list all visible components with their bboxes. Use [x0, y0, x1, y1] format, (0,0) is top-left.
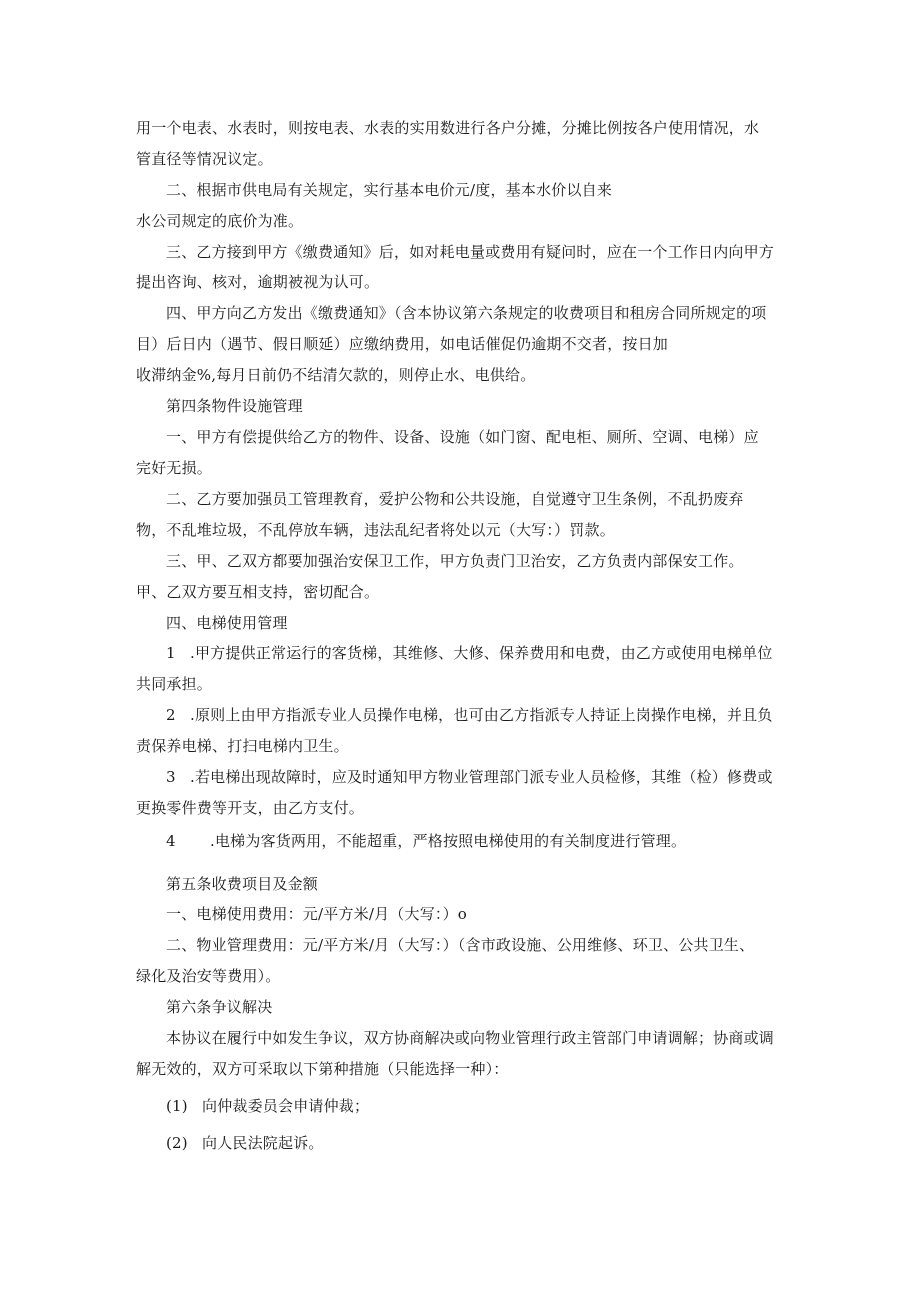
option-marker: (2)	[166, 1134, 188, 1152]
item-text: .原则上由甲方指派专业人员操作电梯，也可由乙方指派专人持证上岗操作电梯，并且负	[190, 706, 773, 724]
paragraph-line: 绿化及治安等费用）。	[136, 967, 281, 985]
paragraph-line: 二、乙方要加强员工管理教育，爱护公物和公共设施，自觉遵守卫生条例，不乱扔废弃	[166, 490, 744, 508]
paragraph-line: 一、电梯使用费用：元/平方米/月（大写：）o	[166, 905, 468, 923]
item-number: 2	[166, 706, 176, 724]
item-number: 3	[166, 768, 176, 786]
option-marker: (1)	[166, 1097, 188, 1115]
numbered-item-4	[166, 831, 686, 851]
paragraph-line: 责保养电梯、打扫电梯内卫生。	[136, 737, 349, 755]
paragraph-line: 三、甲、乙双方都要加强治安保卫工作，甲方负责门卫治安，乙方负责内部保安工作。	[166, 552, 744, 570]
paragraph-line: 一、甲方有偿提供给乙方的物件、设备、设施（如门窗、配电柜、厕所、空调、电梯）应	[166, 428, 759, 446]
paragraph-line: 水公司规定的底价为准。	[136, 212, 304, 230]
paragraph-line: 提出咨询、核对，逾期被视为认可。	[136, 273, 380, 291]
subsection-heading: 四、电梯使用管理	[166, 614, 288, 632]
paragraph-line: 解无效的，双方可采取以下第种措施（只能选择一种）：	[136, 1060, 509, 1078]
paragraph-line: 本协议在履行中如发生争议，双方协商解决或向物业管理行政主管部门申请调解；协商或调	[166, 1029, 775, 1047]
paragraph-line: 甲、乙双方要互相支持，密切配合。	[136, 583, 380, 601]
option-text: 向人民法院起诉。	[202, 1134, 324, 1152]
item-text: .若电梯出现故障时，应及时通知甲方物业管理部门派专业人员检修，其维（检）修费或	[190, 768, 773, 786]
section-heading: 第六条争议解决	[166, 998, 273, 1016]
section-heading: 第五条收费项目及金额	[166, 875, 319, 893]
option-item-2	[166, 1133, 324, 1153]
option-text: 向仲裁委员会申请仲裁；	[202, 1097, 370, 1115]
paragraph-line: 完好无损。	[136, 459, 213, 477]
paragraph-line: 三、乙方接到甲方《缴费通知》后，如对耗电量或费用有疑问时，应在一个工作日内向甲方	[166, 243, 775, 261]
paragraph-line: 二、根据市供电局有关规定，实行基本电价元/度，基本水价以自来	[166, 181, 613, 199]
paragraph-line: 物，不乱堆垃圾，不乱停放车辆，违法乱纪者将处以元（大写：）罚款。	[136, 521, 615, 539]
numbered-item-2	[166, 705, 773, 725]
option-item-1	[166, 1096, 369, 1116]
paragraph-line: 更换零件费等开支，由乙方支付。	[136, 799, 365, 817]
numbered-item-1	[166, 643, 773, 663]
paragraph-line: 共同承担。	[136, 675, 213, 693]
paragraph-line: 用一个电表、水表时，则按电表、水表的实用数进行各户分摊，分摊比例按各户使用情况，水	[136, 119, 760, 137]
item-text: .电梯为客货两用，不能超重，严格按照电梯使用的有关制度进行管理。	[210, 832, 687, 850]
numbered-item-3	[166, 767, 773, 787]
paragraph-line: 管直径等情况议定。	[136, 150, 273, 168]
item-text: .甲方提供正常运行的客货梯，其维修、大修、保养费用和电费，由乙方或使用电梯单位	[190, 644, 773, 662]
paragraph-line: 四、甲方向乙方发出《缴费通知》（含本协议第六条规定的收费项目和租房合同所规定的项	[166, 304, 767, 322]
item-number: 4	[166, 832, 176, 850]
item-number: 1	[166, 644, 176, 662]
paragraph-line: 目）后日内（遇节、假日顺延）应缴纳费用，如电话催促仍逾期不交者，按日加	[136, 335, 669, 353]
section-heading: 第四条物件设施管理	[166, 397, 303, 415]
paragraph-line: 二、物业管理费用：元/平方米/月（大写：）（含市政设施、公用维修、环卫、公共卫生、	[166, 936, 755, 954]
paragraph-line: 收滞纳金%,每月日前仍不结清欠款的，则停止水、电供给。	[136, 366, 536, 384]
